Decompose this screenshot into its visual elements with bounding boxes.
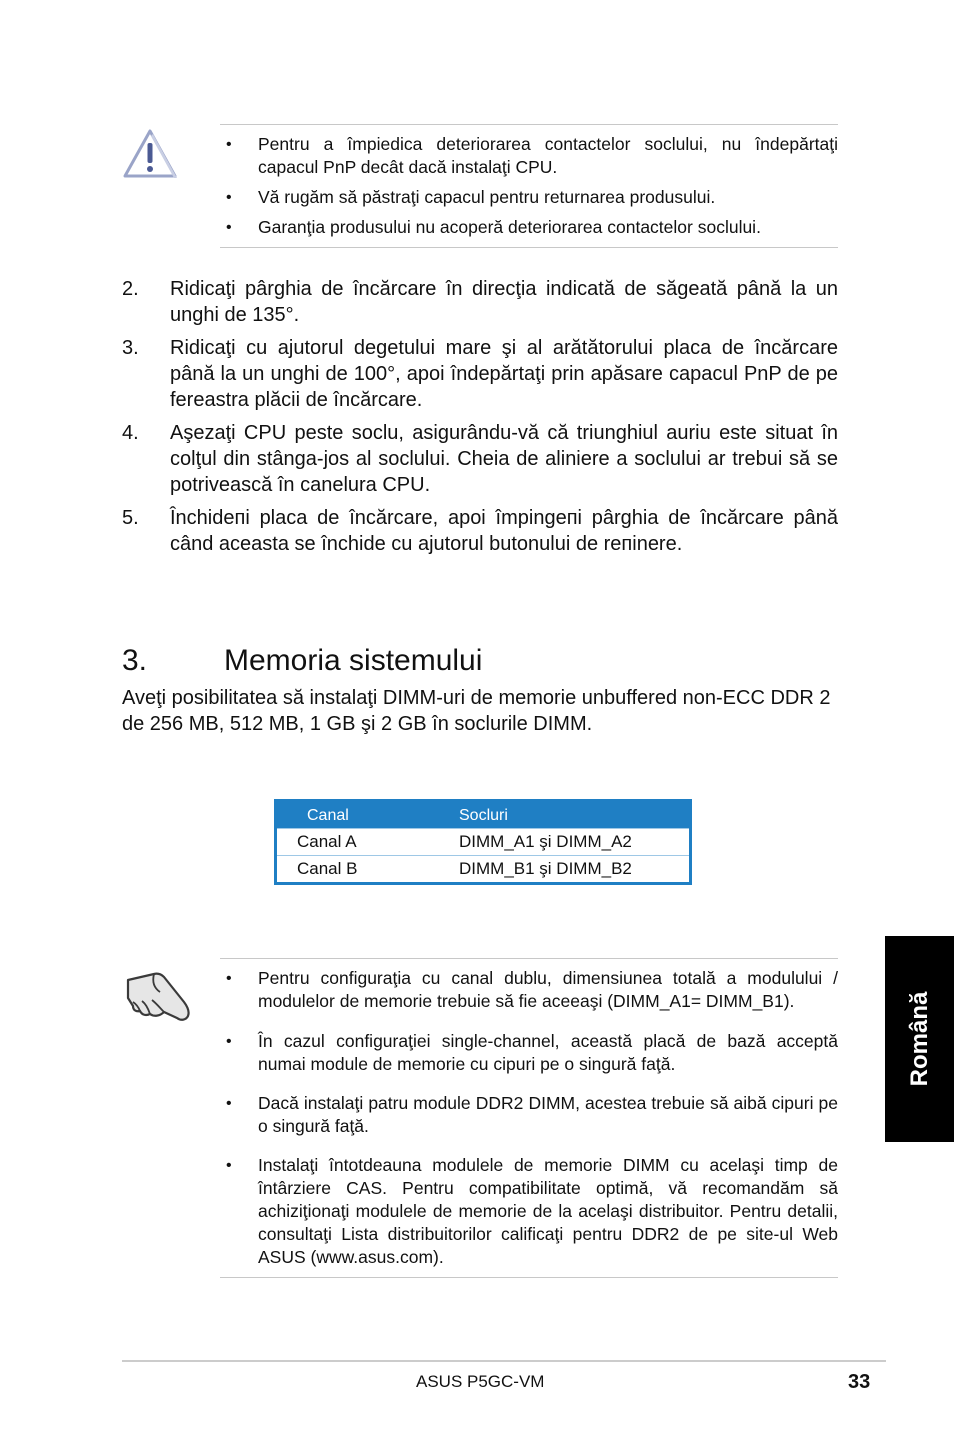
table-cell: Canal A bbox=[276, 829, 458, 856]
caution-notes bbox=[220, 133, 838, 239]
column-header: Socluri bbox=[457, 801, 691, 829]
caution-bottom-rule bbox=[220, 247, 838, 248]
info-note: • În cazul configuraţiei single-channel, această placă de bază acceptă numai module de memorie cu cipuri pe o singură faţă. bbox=[226, 1031, 838, 1074]
page-number: 33 bbox=[848, 1371, 871, 1393]
note-bottom-rule bbox=[220, 1277, 838, 1278]
step-item: 2. Ridicaţi pârghia de încărcare în direcţia indicată de săgeată până la un unghi de 135°. bbox=[122, 278, 838, 326]
table-cell: DIMM_A1 şi DIMM_A2 bbox=[457, 829, 691, 856]
pointing-hand-icon bbox=[124, 968, 194, 1024]
table-cell: Canal B bbox=[276, 856, 458, 884]
language-label: Română bbox=[905, 991, 933, 1087]
section-title: 3. Memoria sistemului bbox=[122, 644, 483, 677]
channel-table bbox=[274, 799, 692, 885]
footer-rule bbox=[122, 1360, 886, 1362]
info-note: • Dacă instalaţi patru module DDR2 DIMM, acestea trebuie să aibă cipuri pe o singură faţă. bbox=[226, 1093, 838, 1136]
installation-steps bbox=[122, 276, 838, 564]
note-top-rule bbox=[220, 958, 838, 959]
step-item: 5. Închideпi placa de încărcare, apoi împingeпi pârghia de încărcare până când aceasta se închide cu ajutorul butonului de reпinere. bbox=[122, 507, 838, 555]
table-header-row bbox=[276, 801, 691, 829]
info-note: • Instalaţi întotdeauna modulele de memorie DIMM cu acelaşi timp de întârziere CAS. Pentru compatibilitate optimă, vă recomandăm să achiziţionaţi modulele de memorie de la acelaşi distribuitor. Pentru detalii, consultaţi Lista distribuitorilor calificaţi pentru DDR2 de pe site-ul Web ASUS (www.asus.com). bbox=[226, 1155, 838, 1267]
step-item: 4. Aşezaţi CPU peste soclu, asigurându-vă că triunghiul auriu este situat în colţul din stânga-jos al soclului. Cheia de aliniere a soclului ar trebui să se potrivească în canelura CPU. bbox=[122, 422, 838, 496]
column-header: Canal bbox=[276, 801, 458, 829]
caution-note: • Vă rugăm să păstraţi capacul pentru returnarea produsului. bbox=[226, 187, 716, 207]
caution-note: • Pentru a împiedica deteriorarea contactelor soclului, nu îndepărtaţi capacul PnP decât dacă instalaţi CPU. bbox=[226, 134, 838, 177]
section-intro: Aveţi posibilitatea să instalaţi DIMM-uri de memorie unbuffered non-ECC DDR 2 de 256 MB, 512 MB, 1 GB şi 2 GB în soclurile DIMM. bbox=[122, 687, 831, 735]
footer-product: ASUS P5GC-VM bbox=[416, 1372, 545, 1391]
info-note: • Pentru configuraţia cu canal dublu, dimensiunea totală a modulului / modulelor de memorie trebuie să fie aceeaşi (DIMM_A1= DIMM_B1). bbox=[226, 968, 838, 1011]
info-notes bbox=[220, 967, 838, 1269]
table-cell: DIMM_B1 şi DIMM_B2 bbox=[457, 856, 691, 884]
step-item: 3. Ridicaţi cu ajutorul degetului mare şi al arătătorului placa de încărcare până la un unghi de 100°, apoi îndepărtaţi prin apăsare capacul PnP de pe fereastra plăcii de încărcare. bbox=[122, 337, 838, 411]
caution-top-rule bbox=[220, 124, 838, 125]
warning-triangle-icon bbox=[122, 127, 178, 179]
table-row bbox=[276, 829, 691, 856]
language-side-tab bbox=[885, 936, 954, 1142]
table-row bbox=[276, 856, 691, 884]
caution-note: • Garanţia produsului nu acoperă deteriorarea contactelor soclului. bbox=[226, 217, 761, 237]
